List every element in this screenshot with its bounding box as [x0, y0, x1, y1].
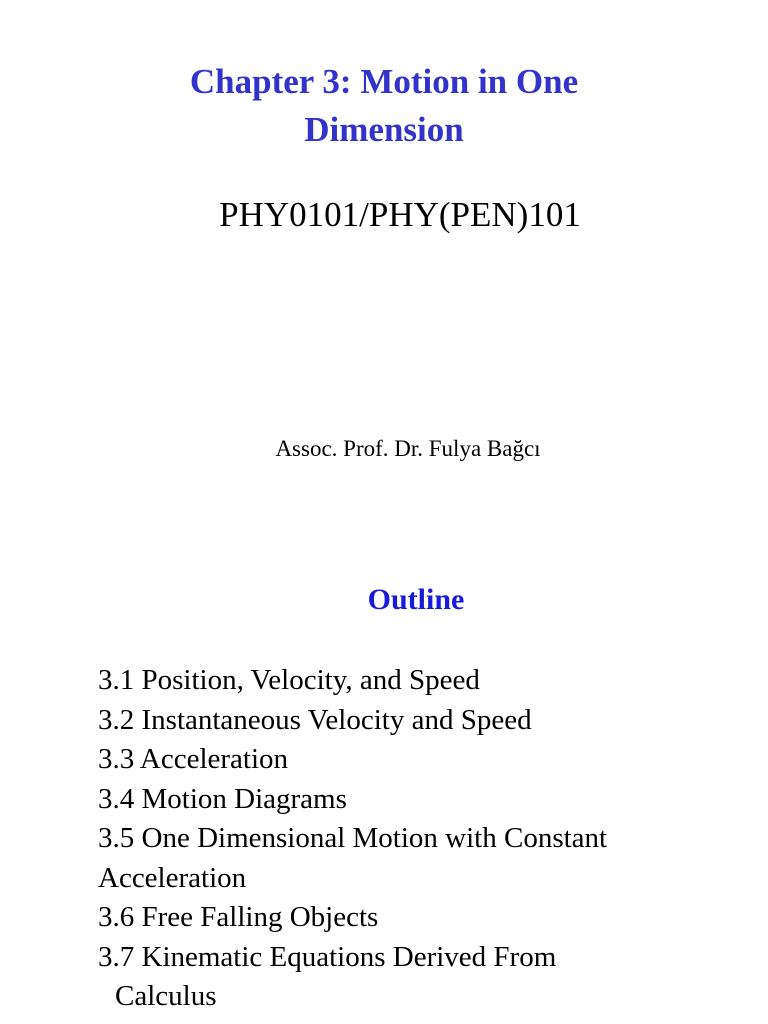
slide-title-line-2: Dimension — [304, 110, 464, 149]
course-code: PHY0101/PHY(PEN)101 — [219, 195, 581, 234]
outline-item-text: 3.5 One Dimensional Motion with Constant — [98, 822, 608, 854]
outline-item-text: 3.6 Free Falling Objects — [98, 901, 379, 933]
outline-item-text: 3.7 Kinematic Equations Derived From — [98, 940, 557, 973]
slide-title — [100, 58, 668, 154]
outline-item — [98, 938, 698, 1017]
outline-item-text-continued: Calculus — [115, 980, 217, 1012]
outline-heading: Outline — [367, 583, 465, 616]
outline-item-text: 3.3 Acceleration — [98, 743, 289, 775]
author-name: Assoc. Prof. Dr. Fulya Bağcı — [275, 436, 541, 461]
outline-item — [98, 740, 698, 780]
slide-title-line-1: Chapter 3: Motion in One — [189, 62, 579, 101]
outline-item — [98, 898, 698, 938]
outline-item — [98, 780, 698, 820]
outline-item — [98, 701, 698, 741]
outline-list — [98, 661, 698, 1017]
outline-item-text: 3.2 Instantaneous Velocity and Speed — [98, 703, 532, 736]
outline-item — [98, 819, 698, 898]
outline-item-text-continued: Acceleration — [98, 861, 247, 894]
outline-item — [98, 661, 698, 701]
outline-item-text: 3.4 Motion Diagrams — [98, 782, 347, 815]
outline-item-text: 3.1 Position, Velocity, and Speed — [98, 664, 480, 696]
